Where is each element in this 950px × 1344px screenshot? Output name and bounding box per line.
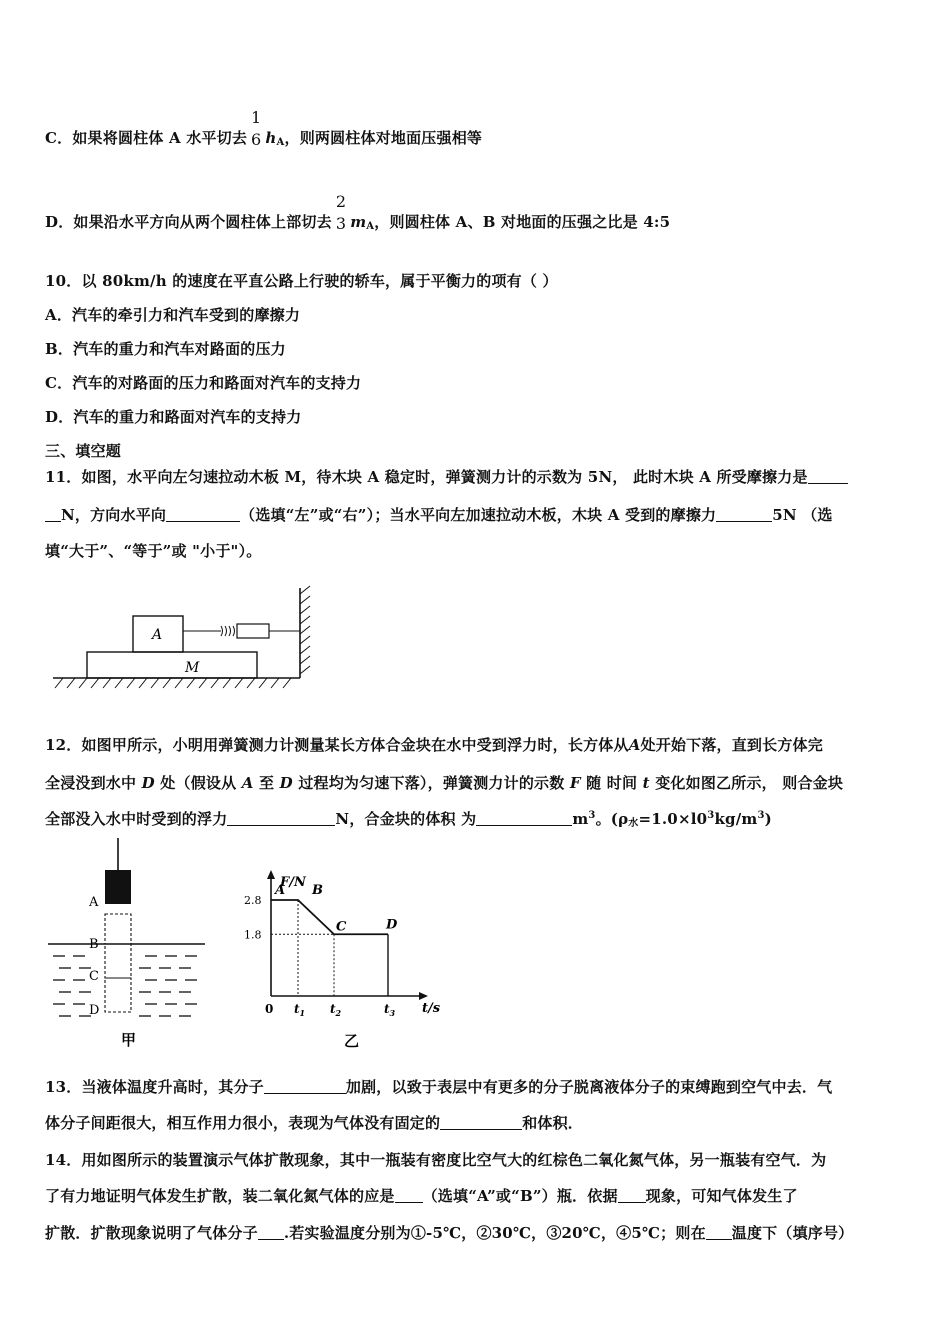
q12-text-1c: 处开始下落，直到长方体完 <box>640 736 823 754</box>
q13-line-1 <box>45 1076 832 1097</box>
q12-var-d: D <box>141 774 155 792</box>
q11-text-2a: N，方向水平向 <box>61 506 167 524</box>
position-c-box <box>105 944 131 978</box>
q13-text: 13．当液体温度升高时，其分子 <box>45 1078 264 1096</box>
q11-text-1: 11．如图，水平向左匀速拉动木板 M，待木块 A 稳定时，弹簧测力计的示数为 5N， 此时木块 A 所受摩擦力是 <box>45 468 808 486</box>
q13-line-2 <box>45 1112 583 1133</box>
ground-hatching <box>55 678 291 688</box>
q12-var-a: A <box>241 774 254 792</box>
label-d: D <box>89 1003 100 1018</box>
q10-stem: 10．以 80km/h 的速度在平直公路上行驶的轿车，属于平衡力的项有（ ） <box>45 272 558 290</box>
q14-blank-1 <box>395 1188 423 1203</box>
q10-option-c: C．汽车的对路面的压力和路面对汽车的支持力 <box>45 374 362 392</box>
q10-option-a: A．汽车的牵引力和汽车受到的摩擦力 <box>45 306 301 324</box>
fraction-numerator: 1 <box>251 108 262 127</box>
superscript: 3 <box>588 810 596 821</box>
q11-figure <box>45 582 325 700</box>
point-label-a: A <box>275 883 286 898</box>
q12-text: 随 时间 <box>586 774 638 792</box>
label-b: B <box>89 937 99 952</box>
superscript: 3 <box>757 810 765 821</box>
alloy-block <box>105 870 131 904</box>
q11-blank-2 <box>166 507 240 522</box>
q13-text: 和体积． <box>522 1114 584 1132</box>
x-tick-subscript: 1 <box>299 1008 306 1018</box>
q14-text: （选填“A”或“B”）瓶．依据 <box>422 1187 618 1205</box>
q14-text: 了有力地证明气体发生扩散，装二氧化氮气体的应是 <box>45 1187 395 1205</box>
point-label-b: B <box>312 883 323 898</box>
q12-text: 变化如图乙所示， 则合金块 <box>655 774 844 792</box>
q14-text: 温度下（填序号） <box>731 1224 854 1242</box>
q9-option-d <box>45 192 671 242</box>
q12-line-3 <box>45 808 772 829</box>
position-b-box <box>105 914 131 944</box>
subscript: 水 <box>628 818 639 829</box>
q12-text: ) <box>764 810 772 828</box>
q12-blank-1 <box>227 811 335 826</box>
q12-line-1 <box>45 734 823 755</box>
q14-text: .若实验温度分别为①-5℃，②30℃，③20℃，④5℃；则在 <box>283 1224 706 1242</box>
q12-blank-2 <box>476 811 572 826</box>
m-variable: m <box>350 213 367 231</box>
q9-d-text-start: D．如果沿水平方向从两个圆柱体上部切去 <box>45 213 332 231</box>
q9-c-text-end: ，则两圆柱体对地面压强相等 <box>284 129 483 147</box>
label-a: A <box>89 895 99 910</box>
fraction-one-sixth <box>249 110 263 148</box>
x-tick-subscript: 2 <box>335 1008 342 1018</box>
x-tick-label: $t_2$ <box>330 1002 342 1018</box>
q11-text-2c: 5N （选 <box>772 506 833 524</box>
q11-line-2 <box>45 504 833 525</box>
x-tick-label: 0 <box>265 1002 274 1016</box>
q14-text: 现象，可知气体发生了 <box>645 1187 798 1205</box>
q12-line-2 <box>45 772 843 793</box>
q13-blank-2 <box>440 1115 522 1130</box>
q11-line-1 <box>45 466 848 487</box>
figure-jia <box>45 838 215 1053</box>
y-axis-arrow <box>267 870 275 879</box>
q13-text: 体分子间距很大，相互作用力很小，表现为气体没有固定的 <box>45 1114 441 1132</box>
x-tick-subscript: 3 <box>389 1008 396 1018</box>
x-axis-arrow <box>419 992 428 1000</box>
q14-line-3 <box>45 1222 853 1243</box>
x-tick-label: $t_1$ <box>294 1002 306 1018</box>
q12-text-1a: 12．如图甲所示，小明用弹簧测力计测量某长方体合金块在水中受到浮力时，长方体从 <box>45 736 629 754</box>
spring-scale-body <box>237 624 269 638</box>
figure-yi-chart <box>236 866 450 1054</box>
q12-var-t: t <box>642 774 650 792</box>
q10-option-d: D．汽车的重力和路面对汽车的支持力 <box>45 408 302 426</box>
fraction-numerator: 2 <box>335 192 347 211</box>
block-a-label: A <box>152 627 163 643</box>
q9-d-text-end: ，则圆柱体 A、B 对地面的压强之比是 4:5 <box>374 213 671 231</box>
q14-blank-2 <box>618 1188 646 1203</box>
position-d-box <box>105 978 131 1012</box>
q12-text: 至 <box>259 774 275 792</box>
q12-text: 过程均为匀速下落），弹簧测力计的示数 <box>298 774 565 792</box>
q11-text-2b: （选填“左”或“右”）；当水平向左加速拉动木板，木块 A 受到的摩擦力 <box>240 506 717 524</box>
wall-hatching <box>300 586 310 674</box>
q14-line-1: 14．用如图所示的装置演示气体扩散现象，其中一瓶装有密度比空气大的红棕色二氧化氮气体，另一瓶装有空气．为 <box>45 1151 827 1169</box>
section-heading: 三、填空题 <box>45 442 122 460</box>
board-m <box>87 652 257 678</box>
figure-yi-caption: 乙 <box>344 1032 360 1050</box>
q12-text: N，合金块的体积 为 <box>335 810 477 828</box>
q9-c-text-start: C．如果将圆柱体 A 水平切去 <box>45 129 248 147</box>
fraction-denominator: 3 <box>335 214 347 233</box>
q12-text: m <box>572 810 589 828</box>
q11-line-3: 填“大于”、“等于”或 "小于"）。 <box>45 542 262 560</box>
spring-coil <box>221 626 235 636</box>
q12-var-d: D <box>279 774 293 792</box>
y-tick-label: 1.8 <box>244 928 262 942</box>
q14-line-2 <box>45 1185 798 1206</box>
q12-text: =1.0×l0 <box>638 810 708 828</box>
h-variable: h <box>265 129 277 147</box>
label-c: C <box>89 969 99 984</box>
q12-text: 。(ρ <box>595 810 629 828</box>
q10-option-b: B．汽车的重力和汽车对路面的压力 <box>45 340 286 358</box>
water-dashes <box>53 956 197 1016</box>
board-m-label: M <box>185 660 200 676</box>
q11-blank-1b <box>45 507 61 522</box>
y-tick-label: 2.8 <box>244 894 262 907</box>
x-axis-label: t/s <box>422 1001 441 1016</box>
q12-text: 全浸没到水中 <box>45 774 137 792</box>
q12-text: kg/m <box>714 810 758 828</box>
q14-blank-3 <box>258 1225 284 1240</box>
h-subscript: A <box>276 137 285 148</box>
q12-text: 全部没入水中时受到的浮力 <box>45 810 228 828</box>
point-label-d: D <box>386 917 398 933</box>
figure-jia-caption: 甲 <box>121 1031 137 1049</box>
q14-text: 扩散．扩散现象说明了气体分子 <box>45 1224 258 1242</box>
q12-text: 处（假设从 <box>160 774 237 792</box>
q14-blank-4 <box>706 1225 732 1240</box>
q9-option-c <box>45 108 483 158</box>
m-subscript: A <box>366 221 375 232</box>
point-label-c: C <box>336 919 347 935</box>
q11-blank-1a <box>808 469 848 484</box>
series-line <box>271 900 388 934</box>
q12-var-f: F <box>569 774 581 792</box>
q13-text: 加剧，以致于表层中有更多的分子脱离液体分子的束缚跑到空气中去．气 <box>345 1078 833 1096</box>
fraction-two-thirds <box>334 194 348 232</box>
fraction-denominator: 6 <box>251 130 262 149</box>
y-axis-label: F/N <box>280 875 306 890</box>
x-tick-label: $t_3$ <box>384 1002 396 1018</box>
q12-var-a: A <box>628 736 641 754</box>
q11-blank-3 <box>716 507 772 522</box>
superscript: 3 <box>707 810 715 821</box>
q13-blank-1 <box>264 1079 346 1094</box>
